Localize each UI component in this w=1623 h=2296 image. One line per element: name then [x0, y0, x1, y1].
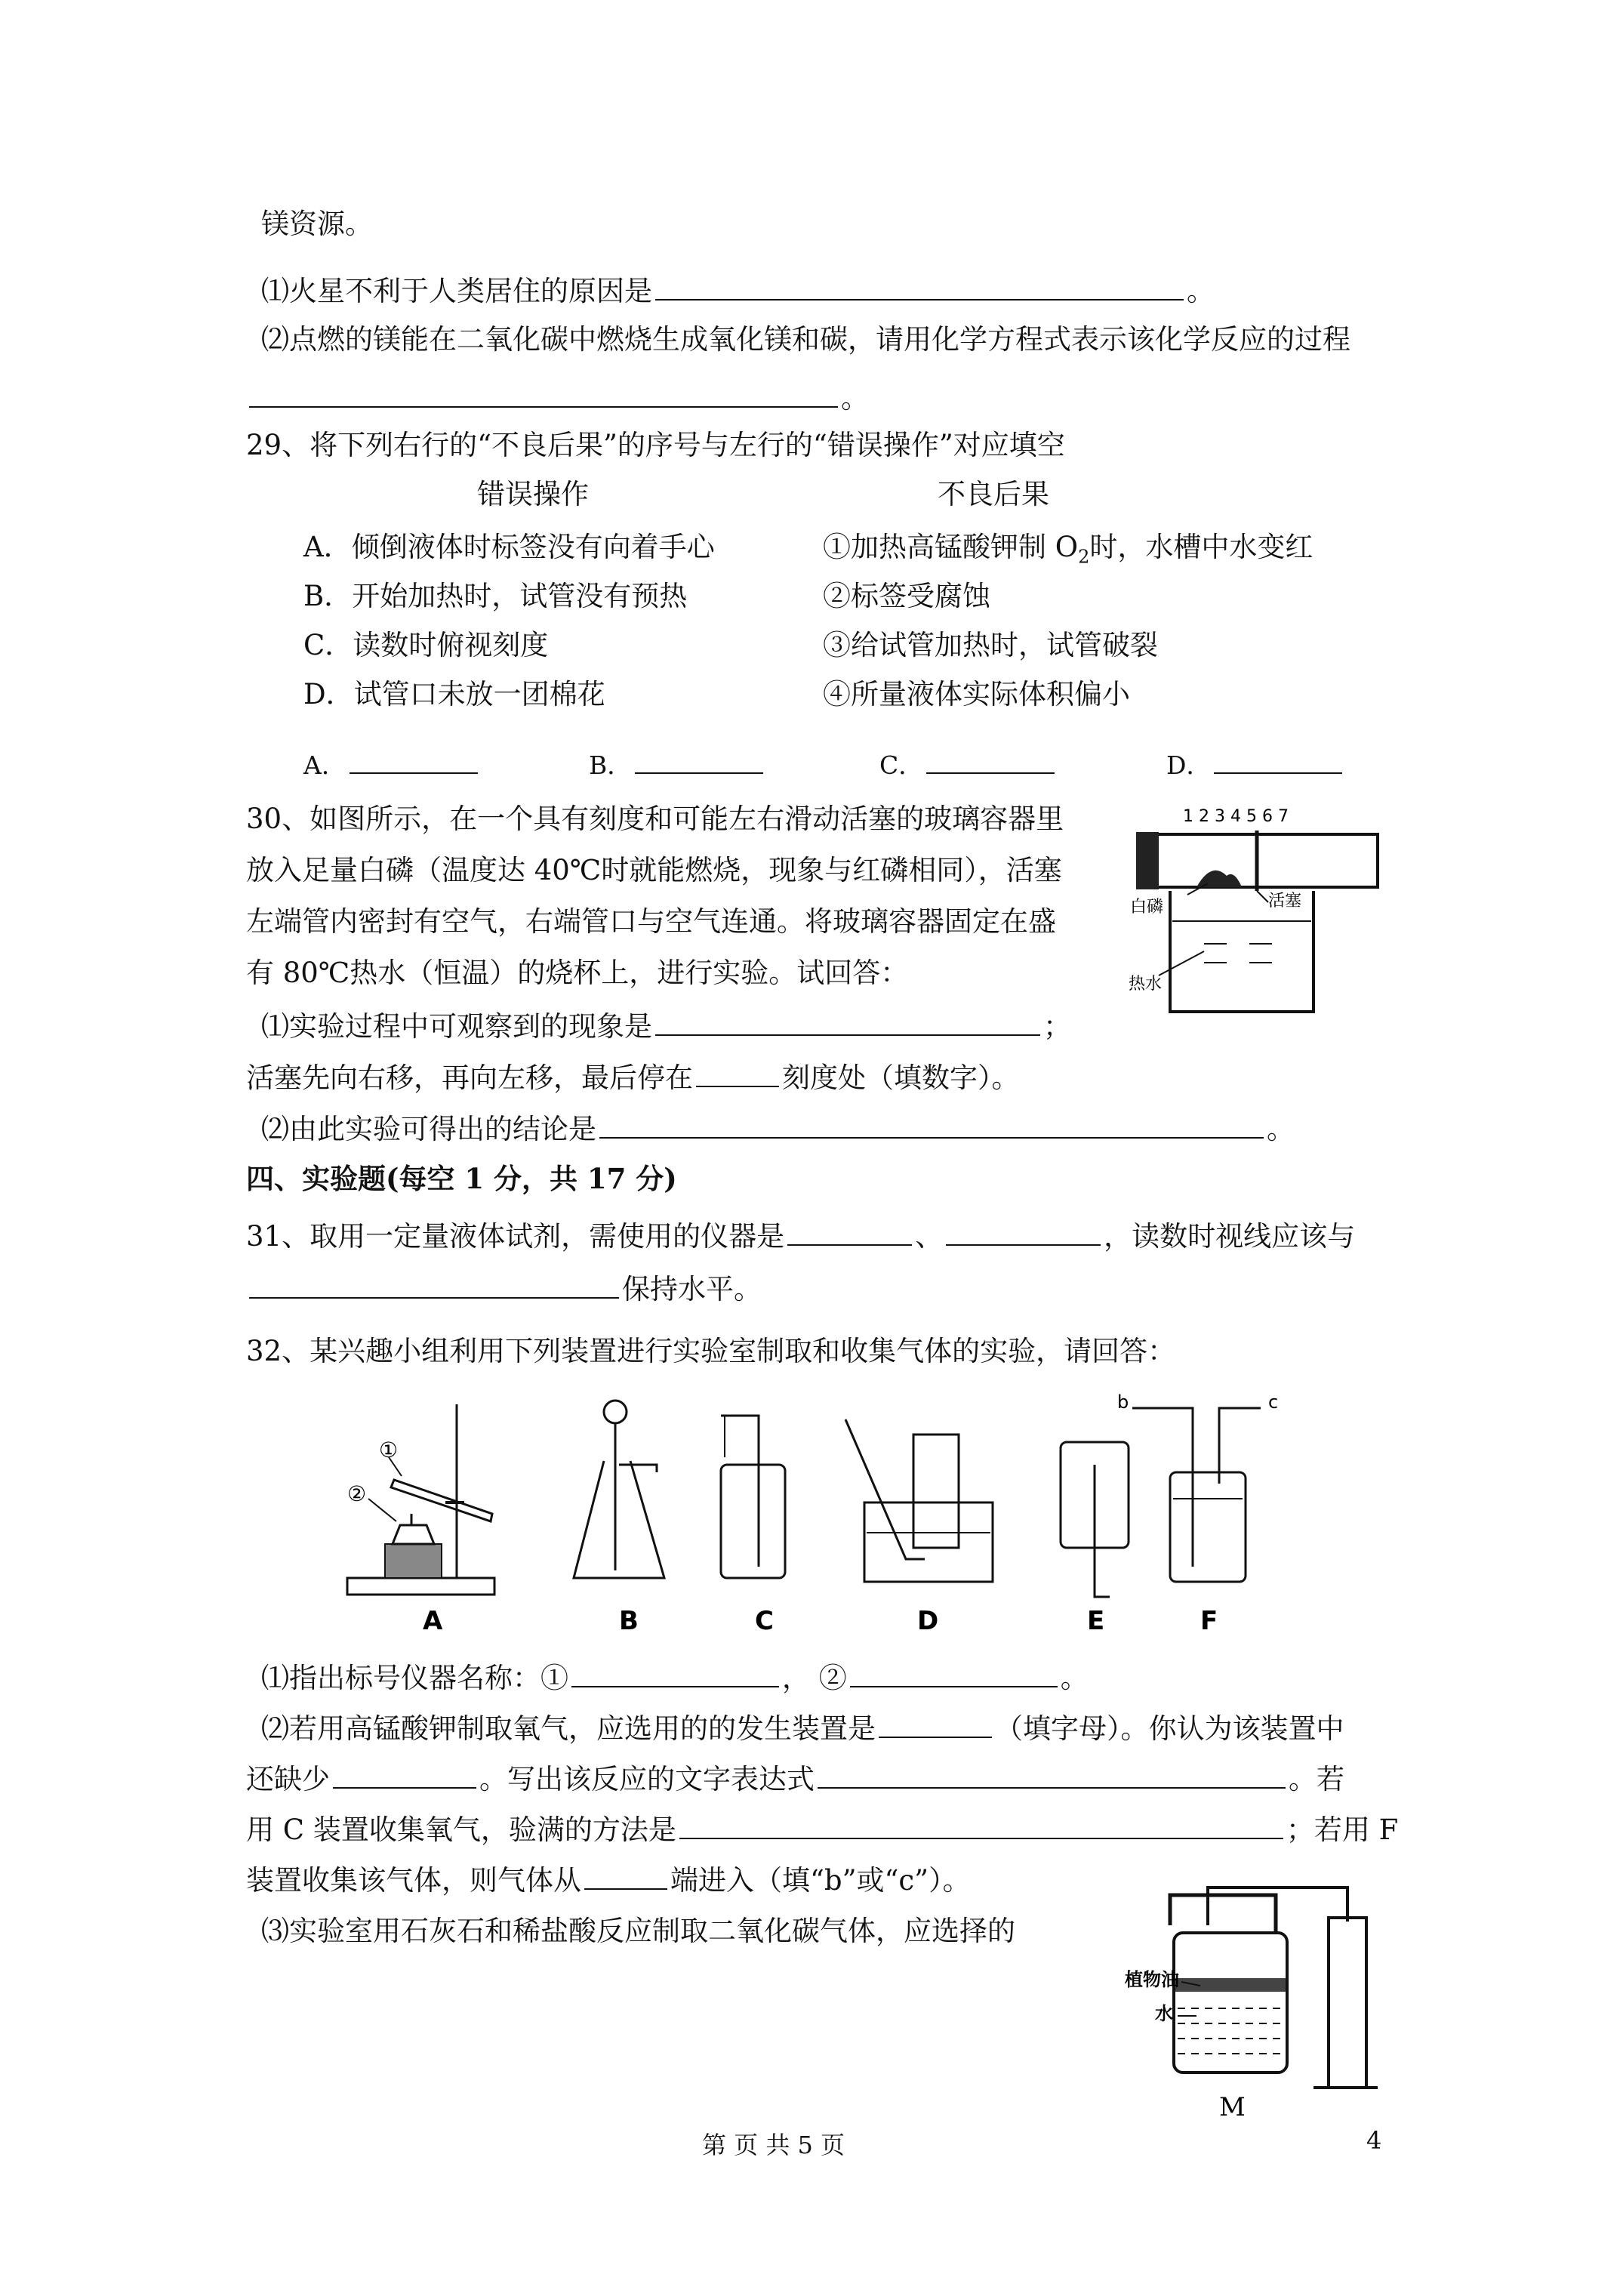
text: ⑵由此实验可得出的结论是: [261, 1113, 596, 1145]
text: 。: [1267, 1113, 1295, 1145]
answer-blank[interactable]: [599, 1108, 1264, 1139]
text: ⑴火星不利于人类居住的原因是: [261, 275, 652, 307]
text: ， ②: [782, 1662, 847, 1694]
question-31-line: [246, 1268, 762, 1308]
consequence-3: ③给试管加热时，试管破裂: [823, 629, 1158, 661]
text: 保持水平。: [622, 1273, 762, 1305]
label-e: E: [1087, 1606, 1105, 1636]
text: 活塞先向右移，再向左移，最后停在: [246, 1062, 693, 1094]
row-c: C．读数时俯视刻度: [303, 629, 549, 661]
question-32: 32、某兴趣小组利用下列装置进行实验室制取和收集气体的实验，请回答：: [246, 1335, 1176, 1367]
hot-water-label: 热水: [1129, 975, 1163, 994]
question-32-line: [246, 1809, 1398, 1849]
text-line: 镁资源。: [261, 208, 373, 240]
answer-blank[interactable]: [249, 1268, 619, 1299]
mark-2-label: ②: [347, 1481, 367, 1506]
apparatus-c: [721, 1416, 785, 1578]
text: 端进入（填“b”或“c”）。: [670, 1864, 971, 1897]
answer-a: [303, 744, 481, 784]
apparatus-d: [845, 1419, 993, 1582]
text: 刻度处（填数字）。: [782, 1062, 1020, 1094]
text: ，读数时视线应该与: [1104, 1220, 1356, 1253]
vegetable-oil-label: 植物油: [1125, 1969, 1179, 1990]
answer-c: [879, 744, 1058, 784]
text: 。: [1060, 1662, 1089, 1694]
answer-blank[interactable]: [879, 1708, 992, 1738]
consequence-2: ②标签受腐蚀: [823, 580, 990, 612]
text: 装置收集该气体，则气体从: [246, 1864, 581, 1897]
white-phosphorus-label: 白磷: [1130, 898, 1164, 917]
text: 31、取用一定量液体试剂，需使用的仪器是: [246, 1220, 785, 1253]
apparatus-m-figure: [1125, 1880, 1381, 2122]
port-c-label: c: [1268, 1391, 1279, 1413]
text: ⑵若用高锰酸钾制取氧气，应选用的的发生装置是: [261, 1712, 876, 1745]
page-footer: 第 页 共 5 页: [702, 2131, 845, 2159]
answer-blank[interactable]: [818, 1758, 1286, 1789]
section-title: 四、实验题(每空 1 分，共 17 分): [246, 1162, 677, 1195]
subscript: 2: [1078, 546, 1090, 568]
label-m: M: [1219, 2092, 1246, 2122]
answer-b: [589, 744, 766, 784]
text: 。若: [1289, 1763, 1344, 1795]
question-30: 30、如图所示，在一个具有刻度和可能左右滑动活塞的玻璃容器里: [246, 803, 1064, 835]
port-b-label: b: [1117, 1391, 1129, 1413]
question-32-line: [246, 1860, 971, 1900]
answer-blank[interactable]: [696, 1057, 779, 1087]
apparatus-f: [1117, 1391, 1278, 1582]
phosphorus-apparatus-figure: [1129, 800, 1385, 1027]
text: ；若用 F: [1286, 1814, 1399, 1846]
question-29: 29、将下列右行的“不良后果”的序号与左行的“错误操作”对应填空: [246, 429, 1065, 461]
question-31: [246, 1216, 1355, 1256]
text: 时，水槽中水变红: [1089, 531, 1313, 563]
answer-blank[interactable]: [679, 1809, 1283, 1839]
text: （填字母）。你认为该装置中: [995, 1712, 1344, 1745]
text: 。: [841, 382, 869, 415]
answer-line: [246, 378, 869, 418]
text: D．: [1166, 750, 1212, 780]
text: 、: [915, 1220, 944, 1253]
answer-blank[interactable]: [333, 1758, 476, 1789]
apparatus-a: [347, 1404, 494, 1595]
water-label: 水: [1155, 2003, 1173, 2024]
answer-blank[interactable]: [926, 744, 1055, 774]
answer-blank[interactable]: [946, 1216, 1101, 1246]
question-30-line: 左端管内密封有空气，右端管口与空气连通。将玻璃容器固定在盛: [246, 905, 1056, 938]
answer-blank[interactable]: [655, 270, 1184, 300]
question-30-2: [261, 1108, 1295, 1148]
question-30-line: 放入足量白磷（温度达 40℃时就能燃烧，现象与红磷相同），活塞: [246, 854, 1062, 886]
question-32-3: ⑶实验室用石灰石和稀盐酸反应制取二氧化碳气体，应选择的: [261, 1915, 1015, 1947]
question-30-line: 有 80℃热水（恒温）的烧杯上，进行实验。试回答：: [246, 957, 909, 989]
scale-label: 1 2 3 4 5 6 7: [1183, 807, 1289, 826]
text: A．: [303, 750, 346, 780]
question-32-2: [261, 1708, 1344, 1748]
label-b: B: [619, 1606, 639, 1636]
text: ⑴实验过程中可观察到的现象是: [261, 1010, 652, 1043]
answer-blank[interactable]: [584, 1860, 667, 1890]
answer-blank[interactable]: [635, 744, 763, 774]
text: 用 C 装置收集氧气，验满的方法是: [246, 1814, 676, 1846]
apparatus-figure: [332, 1389, 1374, 1638]
label-a: A: [423, 1606, 443, 1636]
answer-blank[interactable]: [1214, 744, 1342, 774]
text: ⑴指出标号仪器名称：①: [261, 1662, 568, 1694]
question-30-line: [246, 1057, 1020, 1097]
question-28-2: ⑵点燃的镁能在二氧化碳中燃烧生成氧化镁和碳，请用化学方程式表示该化学反应的过程: [261, 323, 1350, 356]
text: 。写出该反应的文字表达式: [479, 1763, 815, 1795]
text: 还缺少: [246, 1763, 330, 1795]
text: 。: [1187, 275, 1215, 307]
mark-1-label: ①: [379, 1438, 399, 1462]
answer-blank[interactable]: [571, 1657, 779, 1687]
consequence-4: ④所量液体实际体积偏小: [823, 678, 1130, 710]
answer-blank[interactable]: [655, 1006, 1040, 1036]
consequence-1: [823, 529, 1313, 575]
answer-blank[interactable]: [350, 744, 478, 774]
answer-blank[interactable]: [249, 378, 838, 408]
apparatus-e: [1061, 1442, 1129, 1597]
row-d: D．试管口未放一团棉花: [303, 678, 605, 710]
question-32-line: [246, 1758, 1344, 1798]
label-c: C: [755, 1606, 774, 1636]
header-wrong-operation: 错误操作: [477, 478, 589, 510]
answer-blank[interactable]: [787, 1216, 912, 1246]
piston-label: 活塞: [1268, 892, 1302, 911]
question-28-1: [261, 270, 1215, 310]
text: ；: [1043, 1010, 1071, 1043]
answer-blank[interactable]: [850, 1657, 1058, 1687]
text: C．: [879, 750, 924, 780]
question-32-1: [261, 1657, 1089, 1697]
apparatus-b: [574, 1401, 664, 1578]
label-f: F: [1200, 1606, 1218, 1636]
answer-d: [1166, 744, 1345, 784]
question-30-1: [261, 1006, 1071, 1046]
row-b: B．开始加热时，试管没有预热: [303, 580, 688, 612]
header-bad-consequence: 不良后果: [938, 478, 1049, 510]
row-a: A．倾倒液体时标签没有向着手心: [303, 531, 715, 563]
text: B．: [589, 750, 633, 780]
text: ①加热高锰酸钾制 O: [823, 531, 1079, 563]
page-number: 4: [1366, 2126, 1382, 2155]
label-d: D: [917, 1606, 939, 1636]
